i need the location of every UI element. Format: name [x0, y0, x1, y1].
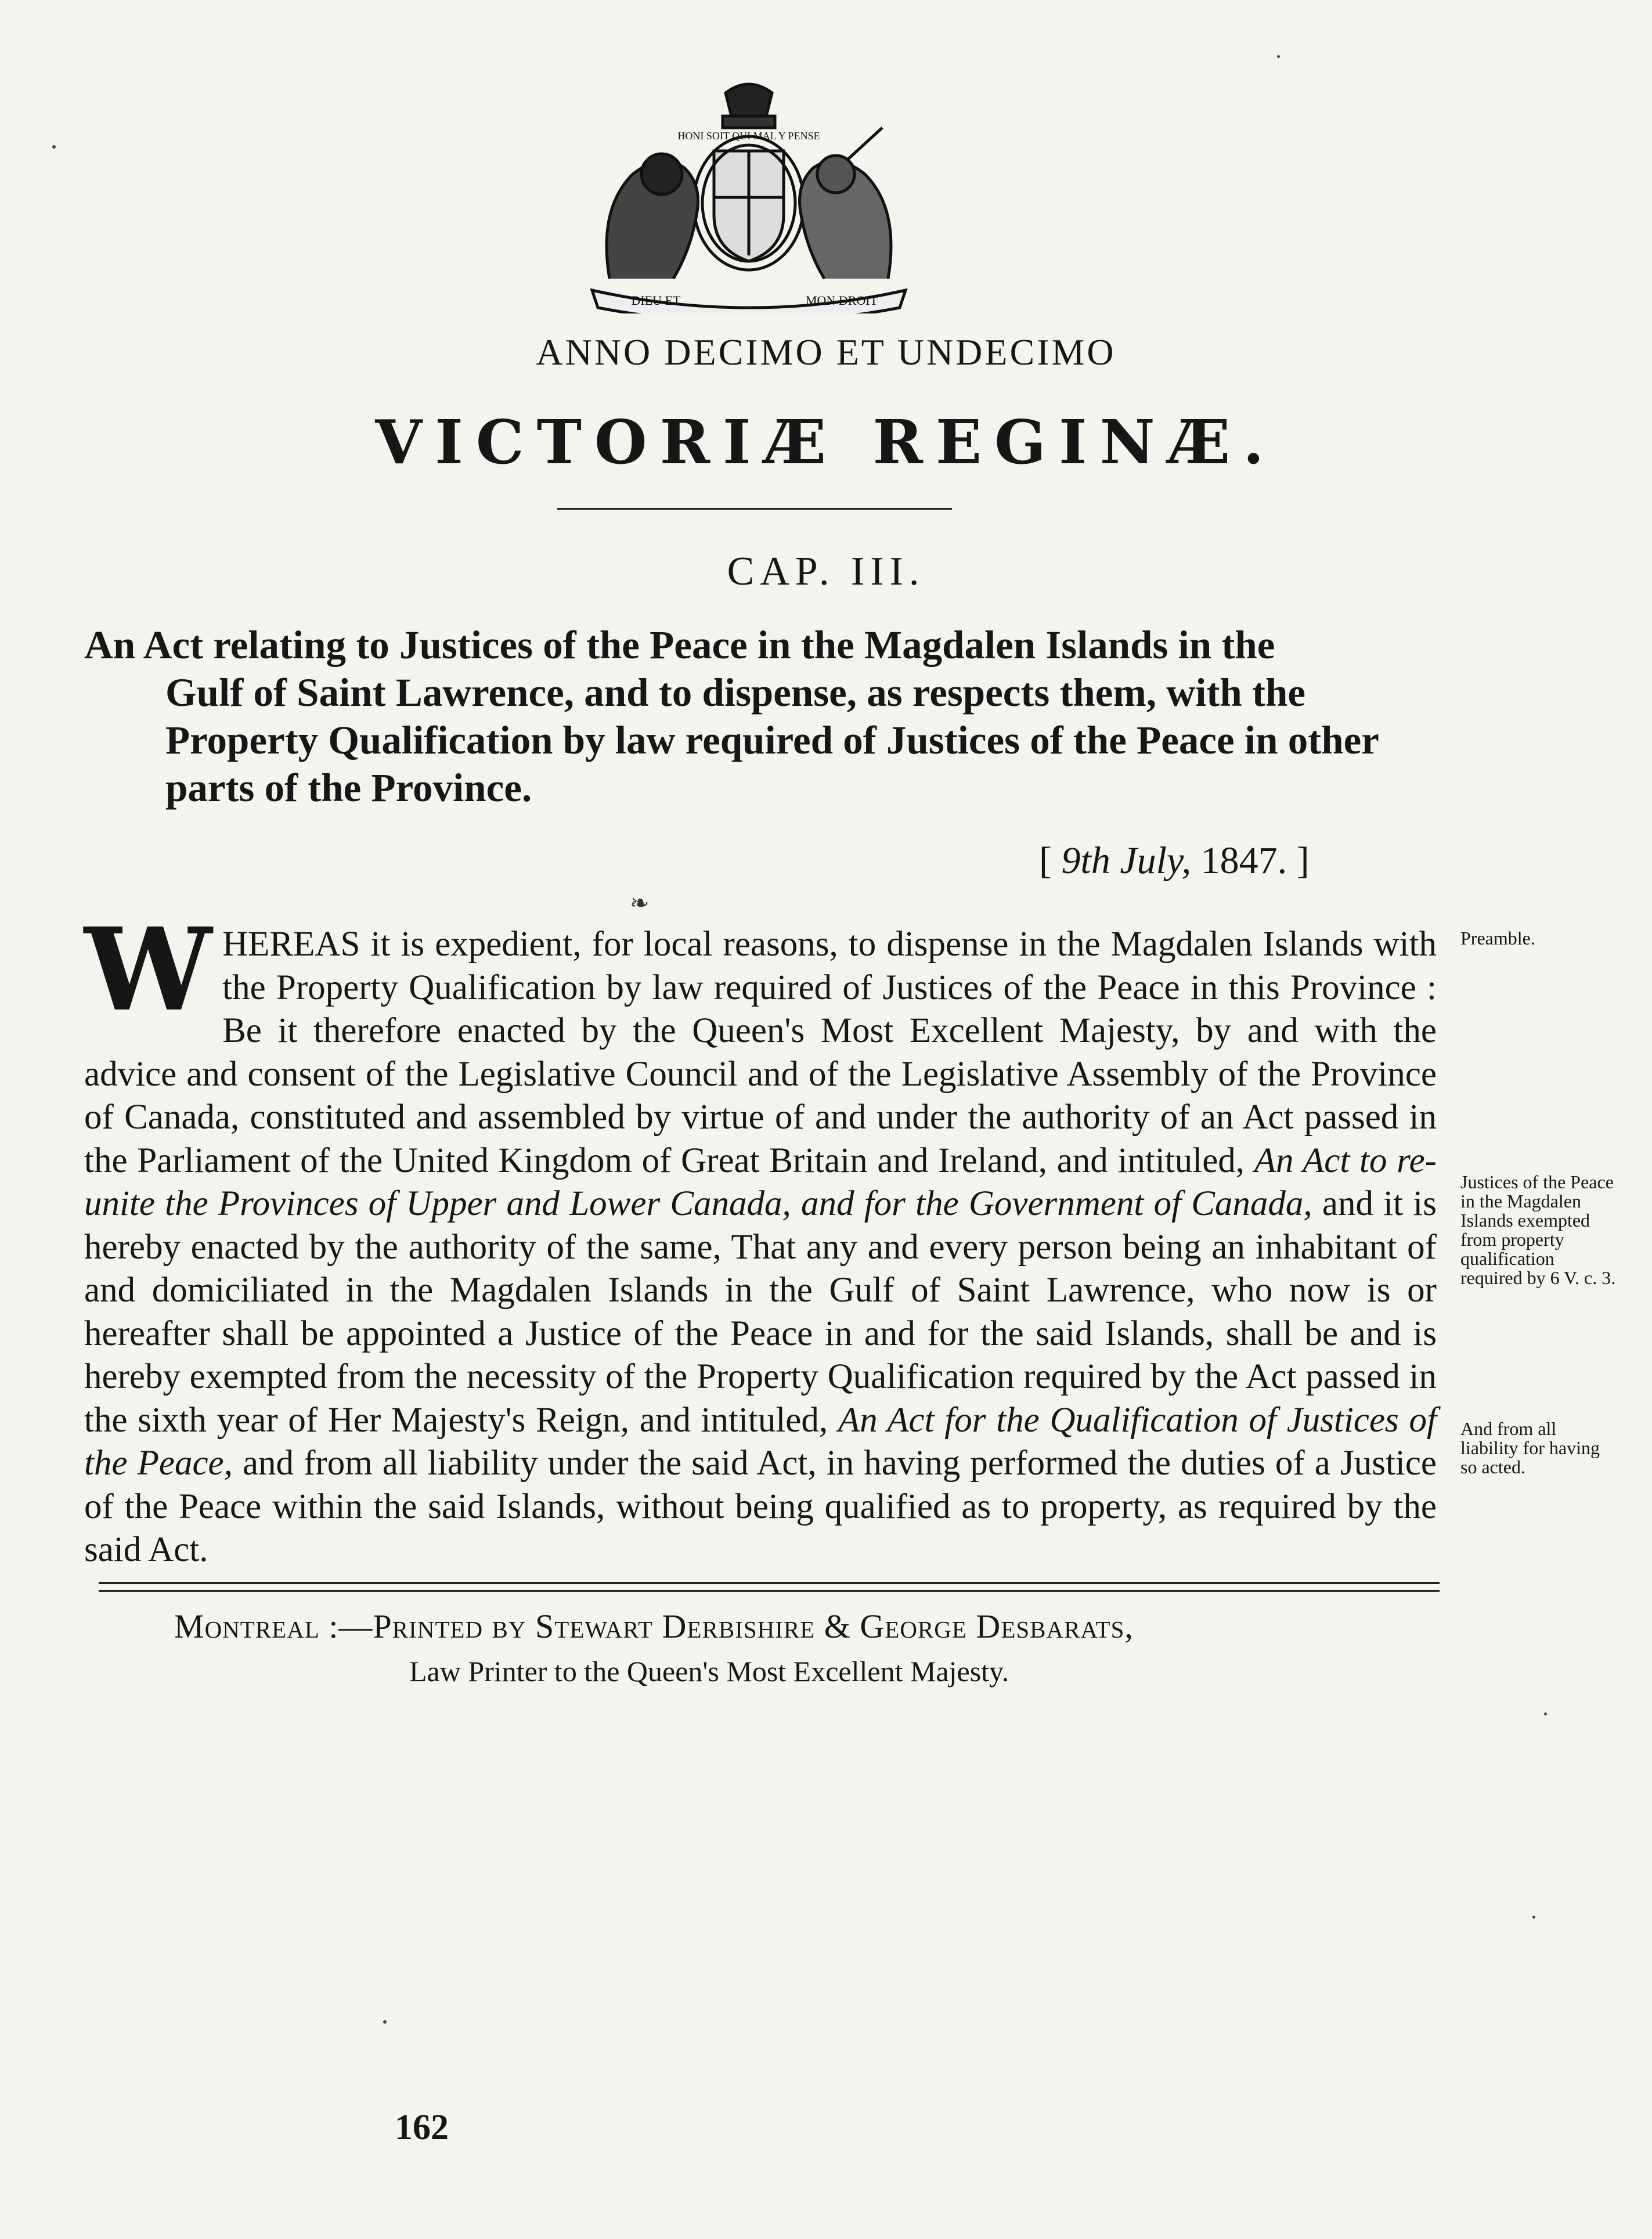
drop-capital: W — [84, 903, 212, 1037]
reign-heading: VICTORIÆ REGINÆ. — [375, 406, 1277, 478]
sidenote-liability: And from all liability for having so acted. — [1460, 1418, 1600, 1477]
assent-date — [1039, 839, 1310, 883]
sidenote-justices: Justices of the Peace in the Magdalen Islands exempted from property qualification required by 6 V. c. 3. — [1460, 1171, 1616, 1288]
motto-right: MON DROIT — [805, 293, 878, 308]
garter-motto: HONI SOIT QUI MAL Y PENSE — [677, 130, 820, 142]
body-cited-act-2: An Act for the Qualification of Justices of the Peace, — [84, 1400, 1437, 1483]
motto-left: DIEU ET — [631, 293, 681, 308]
page-number: 162 — [395, 2108, 449, 2147]
body-text-2: and it is hereby enacted by the authority of the same, That any and every person being an inhabitant of and domiciliated in the Magdalen Islands in the Gulf of Saint Lawrence, who now is or hereafter shall be appointed a Justice of the Peace in and for the said Islands, shall be and is hereby exempted from the necessity of the Property Qualification required by the Act passed in the sixth year of Her Majesty's Reign, and intituled, — [84, 1184, 1437, 1440]
imprint-printers: Montreal :—Printed by Stewart Derbishire & George Desbarats, — [174, 1607, 1134, 1645]
ornament-icon: ❧ — [630, 890, 650, 916]
act-title-first-line: An Act relating to Justices of the Peace in the Magdalen Islands in the — [84, 623, 1275, 667]
paper-speck — [1544, 1712, 1547, 1715]
paper-speck — [383, 2020, 387, 2024]
paper-speck — [1277, 55, 1280, 58]
regnal-year-heading: ANNO DECIMO ET UNDECIMO — [536, 331, 1116, 373]
imprint-rule — [99, 1582, 1440, 1592]
enacting-text — [84, 903, 1437, 1572]
date-open: [ — [1039, 839, 1062, 882]
chapter-number: CAP. III. — [727, 549, 925, 594]
body-cited-act-1: An Act to re-unite the Provinces of Upper and Lower Canada, and for the Government of Canada, — [84, 1141, 1437, 1223]
act-title-continuation: Gulf of Saint Lawrence, and to dispense, as respects them, with the Property Qualification by law required of Justices of the Peace in other parts of the Province. — [165, 670, 1379, 810]
body-text-3: and from all liability under the said Act, in having performed the duties of a Justice of the Peace within the said Islands, without being qualified as to property, as required by the said Act. — [84, 1444, 1437, 1569]
paper-speck — [1532, 1916, 1535, 1919]
heading-rule — [557, 508, 952, 510]
date-year: 1847. ] — [1191, 839, 1310, 882]
paper-speck — [52, 145, 56, 149]
sidenote-preamble: Preamble. — [1460, 928, 1535, 949]
act-title — [84, 621, 1437, 812]
royal-coat-of-arms — [569, 81, 929, 313]
imprint-title: Law Printer to the Queen's Most Excellent Majesty. — [409, 1655, 1009, 1688]
date-day: 9th July, — [1061, 839, 1192, 882]
body-text-1: HEREAS it is expedient, for local reasons, to dispense in the Magdalen Islands with the Property Qualification by law required of Justices of the Peace in this Province : Be it therefore enacted by the Queen's Most Excellent Majesty, by and with the advice and consent of the Legislative Council and of the Legislative Assembly of the Province of Canada, constituted and assembled by virtue of and under the authority of an Act passed in the Parliament of the United Kingdom of Great Britain and Ireland, and intituled, — [84, 925, 1437, 1180]
